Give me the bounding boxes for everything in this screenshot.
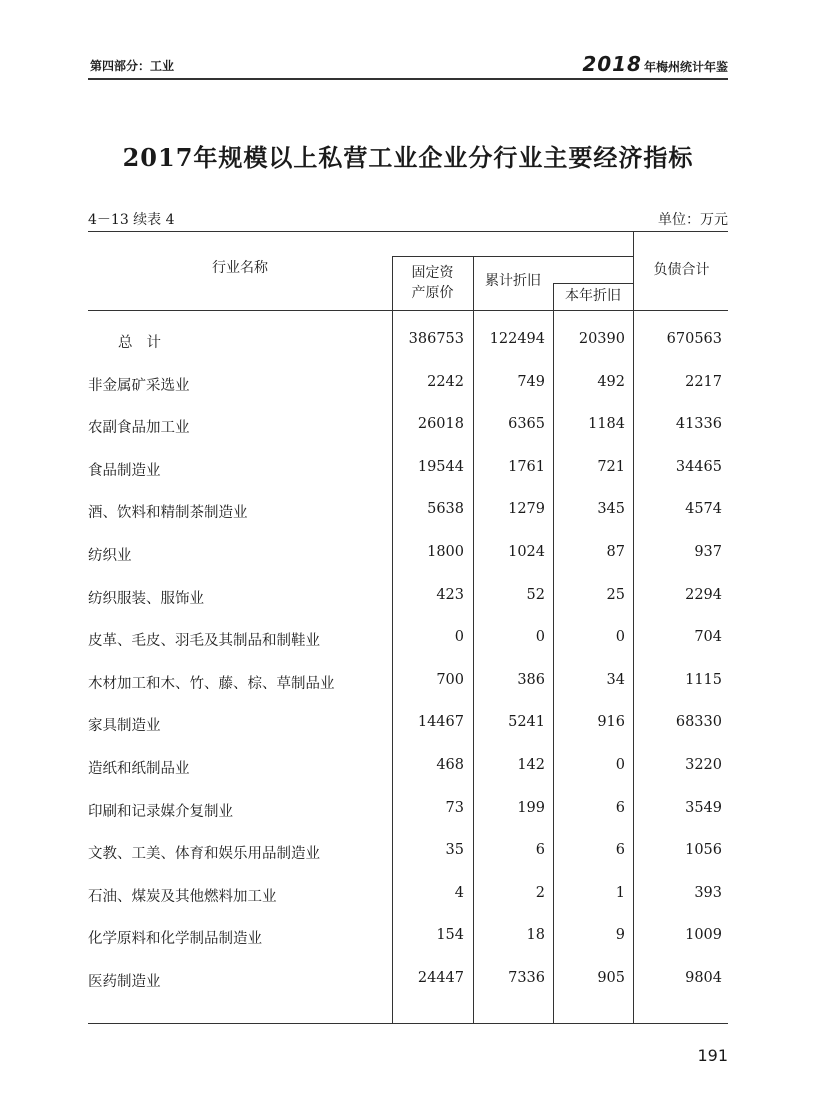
current-depr-cell: 9: [615, 927, 625, 943]
accum-depr-cell: 7336: [508, 970, 545, 986]
industry-name: 非金属矿采选业: [88, 378, 190, 394]
fixed-assets-cell: 386753: [408, 331, 464, 347]
table-row-total: [88, 331, 730, 351]
accum-depr-cell: 6: [535, 842, 545, 858]
liabilities-cell: 937: [694, 544, 722, 560]
accum-depr-cell: 2: [535, 885, 545, 901]
table-bottom-rule: [88, 1023, 728, 1024]
book-year: 2018: [582, 52, 642, 76]
table-row: [88, 416, 730, 436]
liabilities-cell: 2217: [685, 374, 722, 390]
liabilities-cell: 670563: [666, 331, 722, 347]
current-depr-cell: 1: [615, 885, 625, 901]
header-liabilities: 负债合计: [653, 262, 710, 278]
liabilities-cell: 3549: [685, 800, 722, 816]
industry-name: 纺织服装、服饰业: [88, 591, 204, 607]
table-row: [88, 800, 730, 820]
current-depr-cell: 6: [615, 800, 625, 816]
liabilities-cell: 9804: [685, 970, 722, 986]
accum-depr-cell: 52: [526, 587, 545, 603]
accum-depr-cell: 6365: [508, 416, 545, 432]
industry-name: 造纸和纸制品业: [88, 761, 190, 777]
current-depr-cell: 345: [597, 501, 625, 517]
section-label: 第四部分：工业: [90, 59, 175, 73]
page-number: 191: [697, 1046, 728, 1065]
current-depr-cell: 721: [597, 459, 625, 475]
industry-name: 农副食品加工业: [88, 420, 190, 436]
liabilities-cell: 1009: [685, 927, 722, 943]
liabilities-cell: 1056: [685, 842, 722, 858]
industry-name: 食品制造业: [88, 463, 161, 479]
fixed-assets-cell: 5638: [427, 501, 464, 517]
industry-name: 医药制造业: [88, 974, 161, 990]
accum-depr-cell: 142: [517, 757, 545, 773]
current-depr-cell: 6: [615, 842, 625, 858]
industry-name: 印刷和记录媒介复制业: [88, 804, 233, 820]
liabilities-cell: 41336: [675, 416, 722, 432]
accum-depr-cell: 5241: [508, 714, 545, 730]
header-band-top: [392, 256, 633, 257]
col-divider-3: [553, 283, 554, 1023]
table-row: [88, 374, 730, 394]
table-row: [88, 501, 730, 521]
fixed-assets-cell: 468: [436, 757, 464, 773]
industry-name: 石油、煤炭及其他燃料加工业: [88, 889, 277, 905]
industry-name: 文教、工美、体育和娱乐用品制造业: [88, 846, 320, 862]
fixed-assets-cell: 2242: [427, 374, 464, 390]
table-row: [88, 757, 730, 777]
fixed-assets-cell: 73: [445, 800, 464, 816]
header-fixed-assets-line1: 固定资: [411, 265, 454, 281]
header-current-depr: 本年折旧: [565, 288, 621, 304]
current-depr-cell: 0: [615, 757, 625, 773]
accum-depr-cell: 1279: [508, 501, 545, 517]
table-row: [88, 842, 730, 862]
current-depr-cell: 1184: [588, 416, 625, 432]
accum-depr-cell: 1761: [508, 459, 545, 475]
industry-name: 酒、饮料和精制茶制造业: [88, 505, 248, 521]
fixed-assets-cell: 35: [445, 842, 464, 858]
industry-name: 家具制造业: [88, 718, 161, 734]
fixed-assets-cell: 26018: [417, 416, 464, 432]
book-name: 年梅州统计年鉴: [643, 60, 728, 74]
table-row: [88, 672, 730, 692]
liabilities-cell: 4574: [685, 501, 722, 517]
industry-name: 纺织业: [88, 548, 132, 564]
table-row: [88, 544, 730, 564]
table-row: [88, 970, 730, 990]
table-row: [88, 927, 730, 947]
table-row: [88, 629, 730, 649]
current-depr-cell: 20390: [578, 331, 625, 347]
table-header-rule: [88, 310, 728, 311]
fixed-assets-cell: 423: [436, 587, 464, 603]
industry-name: 木材加工和木、竹、藤、棕、草制品业: [88, 676, 335, 692]
current-depr-cell: 916: [597, 714, 625, 730]
table-row: [88, 587, 730, 607]
liabilities-cell: 704: [694, 629, 722, 645]
subheader-rule: [553, 283, 633, 284]
header-industry: 行业名称: [212, 260, 268, 276]
fixed-assets-cell: 0: [454, 629, 464, 645]
accum-depr-cell: 0: [535, 629, 545, 645]
accum-depr-cell: 199: [517, 800, 545, 816]
accum-depr-cell: 18: [526, 927, 545, 943]
running-header: [88, 52, 728, 80]
current-depr-cell: 87: [606, 544, 625, 560]
accum-depr-cell: 122494: [489, 331, 545, 347]
current-depr-cell: 905: [597, 970, 625, 986]
fixed-assets-cell: 24447: [417, 970, 464, 986]
current-depr-cell: 492: [597, 374, 625, 390]
liabilities-cell: 393: [694, 885, 722, 901]
table-row: [88, 714, 730, 734]
table-number: 4－13 续表 4: [88, 212, 175, 228]
liabilities-cell: 1115: [685, 672, 722, 688]
page-title: 2017年规模以上私营工业企业分行业主要经济指标: [122, 143, 694, 172]
industry-name: 总计: [118, 335, 175, 351]
liabilities-cell: 34465: [675, 459, 722, 475]
liabilities-cell: 2294: [685, 587, 722, 603]
table-top-rule: [88, 231, 728, 232]
book-label: [582, 52, 728, 76]
fixed-assets-cell: 154: [436, 927, 464, 943]
table-row: [88, 459, 730, 479]
liabilities-cell: 68330: [675, 714, 722, 730]
table-row: [88, 885, 730, 905]
header-fixed-assets-line2: 产原价: [411, 285, 454, 301]
header-accum-depr: 累计折旧: [485, 273, 541, 289]
fixed-assets-cell: 4: [454, 885, 464, 901]
current-depr-cell: 34: [606, 672, 625, 688]
fixed-assets-cell: 19544: [417, 459, 464, 475]
fixed-assets-cell: 700: [436, 672, 464, 688]
fixed-assets-cell: 14467: [417, 714, 464, 730]
header-fixed-assets: [392, 263, 473, 303]
accum-depr-cell: 749: [517, 374, 545, 390]
industry-name: 化学原料和化学制品制造业: [88, 931, 262, 947]
current-depr-cell: 25: [606, 587, 625, 603]
accum-depr-cell: 386: [517, 672, 545, 688]
accum-depr-cell: 1024: [508, 544, 545, 560]
industry-name: 皮革、毛皮、羽毛及其制品和制鞋业: [88, 633, 320, 649]
unit-label: 单位：万元: [658, 212, 728, 228]
liabilities-cell: 3220: [685, 757, 722, 773]
current-depr-cell: 0: [615, 629, 625, 645]
fixed-assets-cell: 1800: [427, 544, 464, 560]
